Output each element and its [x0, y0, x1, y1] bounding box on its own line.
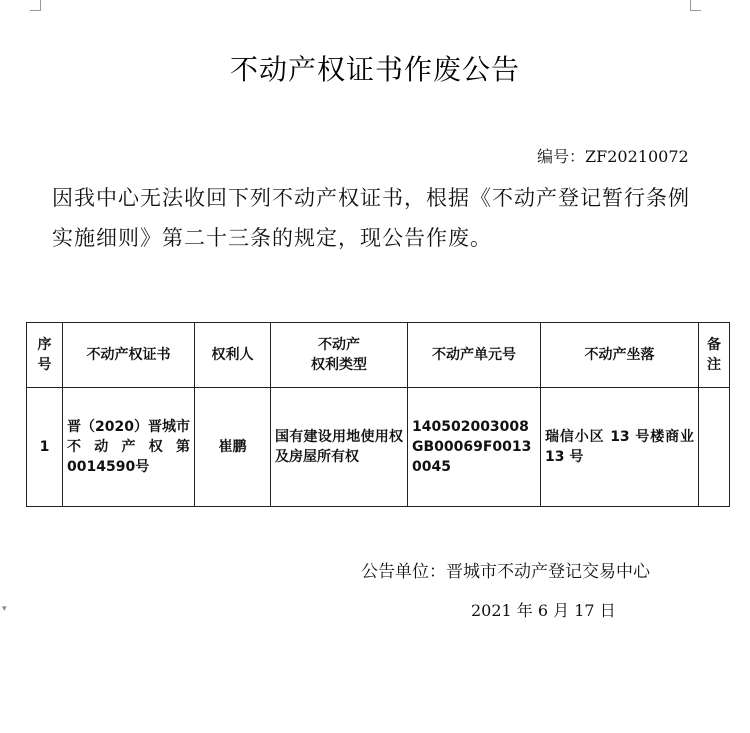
page-corner-mark-top-left — [30, 0, 41, 11]
cell-type: 国有建设用地使用权及房屋所有权 — [271, 388, 408, 507]
serial-number — [537, 144, 689, 167]
table-row — [27, 388, 730, 507]
announcing-unit — [361, 557, 650, 582]
header-remark: 备注 — [699, 323, 730, 388]
table-header-row — [27, 323, 730, 388]
cell-remark — [699, 388, 730, 507]
cell-cert: 晋（2020）晋城市不动产权第0014590号 — [63, 388, 195, 507]
announcement-date: 2021 年 6 月 17 日 — [471, 601, 616, 620]
serial-value: ZF20210072 — [585, 147, 689, 166]
unit-label: 公告单位： — [361, 562, 446, 582]
header-type-line2: 权利类型 — [311, 357, 367, 373]
certificate-table — [26, 322, 730, 507]
page-corner-mark-top-right — [690, 0, 701, 11]
cell-location: 瑞信小区 13 号楼商业 13 号 — [541, 388, 699, 507]
header-type-line1: 不动产 — [318, 337, 360, 353]
margin-marker: ▾ — [2, 604, 7, 614]
header-seq: 序号 — [27, 323, 63, 388]
header-owner: 权利人 — [195, 323, 271, 388]
header-unit: 不动产单元号 — [408, 323, 541, 388]
cell-seq: 1 — [27, 388, 63, 507]
header-type — [271, 323, 408, 388]
unit-name: 晋城市不动产登记交易中心 — [446, 562, 650, 582]
serial-label: 编号： — [537, 147, 586, 166]
cell-owner: 崔鹏 — [195, 388, 271, 507]
page-title: 不动产权证书作废公告 — [229, 53, 520, 86]
header-location: 不动产坐落 — [541, 323, 699, 388]
announcement-body: 因我中心无法收回下列不动产权证书，根据《不动产登记暂行条例实施细则》第二十三条的规定，现公告作废。 — [52, 186, 690, 250]
cell-unit: 140502003008GB00069F00130045 — [408, 388, 541, 507]
header-cert: 不动产权证书 — [63, 323, 195, 388]
